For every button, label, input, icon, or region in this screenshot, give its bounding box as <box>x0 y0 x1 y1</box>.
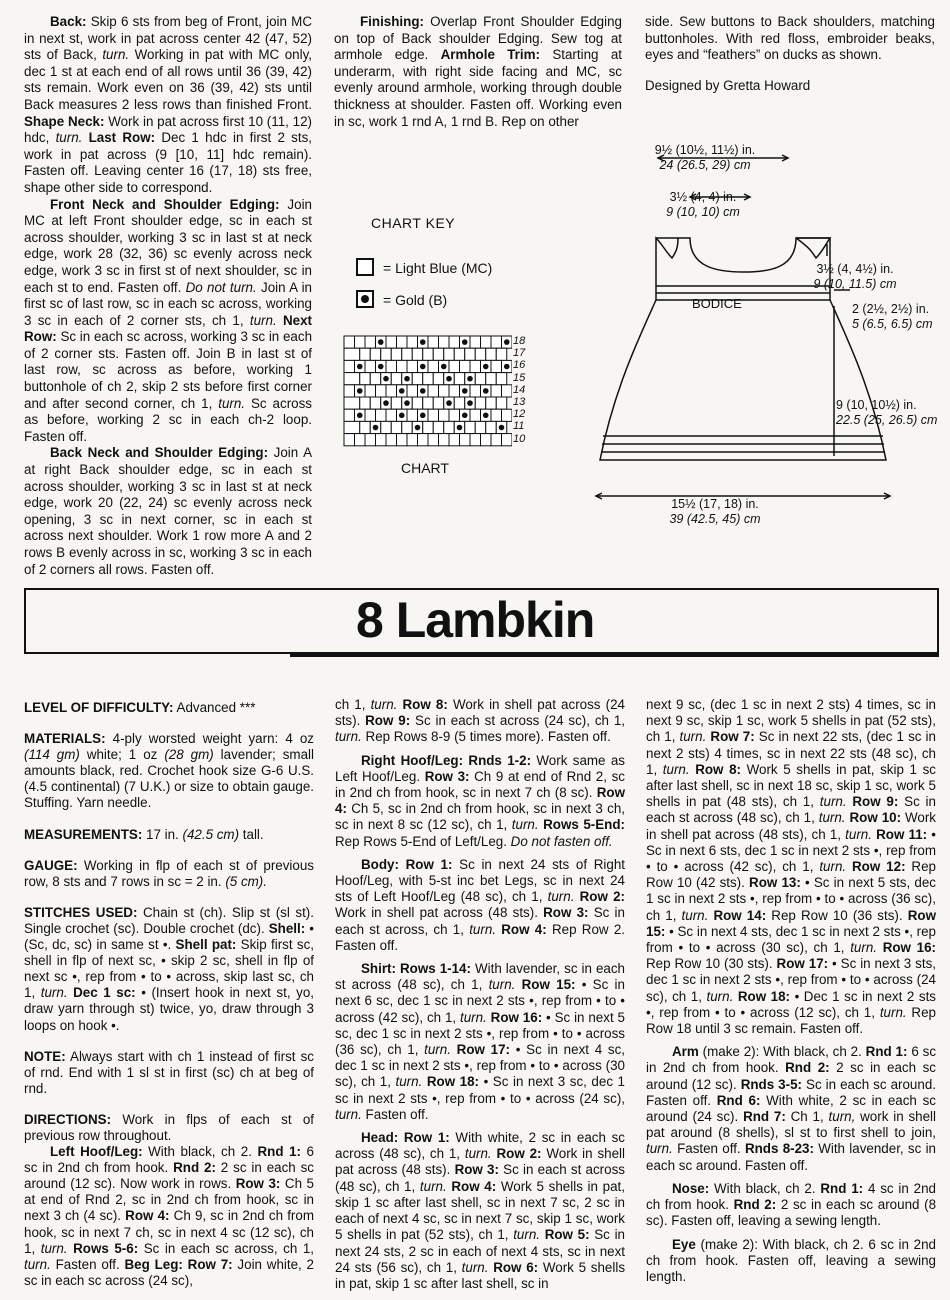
chart-gold-stitch <box>483 364 489 370</box>
back-neck-paragraph: Back Neck and Shoulder Edging: Join A at right Back shoulder edge, sc in each st across shoulder, working 3 sc in last st at neck edge, work 20 (22, 24) sc evenly across neck opening, 3 sc in next corner, sc in each st across next shoulder. Work 1 row more A and 2 rows B evenly across in sc, working 3 sc in each of 2 corners all rows. Fasten off. <box>24 445 312 577</box>
chart-cell <box>486 373 497 385</box>
chart-cell <box>502 385 513 397</box>
chart-cell <box>391 373 402 385</box>
chart-cell <box>370 348 381 360</box>
hem-width-label: 15½ (17, 18) in. 39 (42.5, 45) cm <box>669 497 761 526</box>
chart-cell <box>449 385 460 397</box>
top-middle-column <box>334 14 622 130</box>
chart-cell <box>386 360 397 372</box>
lambkin-column-2 <box>335 697 625 1292</box>
chart-cell <box>412 373 423 385</box>
chart-cell <box>428 360 439 372</box>
chart-cell <box>475 421 486 433</box>
chart-cell <box>370 373 381 385</box>
chart-cell <box>433 421 444 433</box>
chart-cell <box>428 385 439 397</box>
duck-chart-grid <box>342 334 512 454</box>
finishing-continued: side. Sew buttons to Back shoulders, matching buttonholes. With red floss, embroider beaks, eyes and “feathers” on ducks as shown. <box>645 14 935 63</box>
chart-cell <box>344 434 355 446</box>
chart-cell <box>381 348 392 360</box>
eye-paragraph: Eye (make 2): With black, ch 2. 6 sc in 2nd ch from hook. Fasten off, leaving a sewing length. <box>646 1236 936 1284</box>
chart-cell <box>439 434 450 446</box>
top-left-column <box>24 14 312 578</box>
chart-gold-stitch <box>357 364 363 370</box>
chart-gold-stitch <box>467 400 473 406</box>
chart-cell <box>449 336 460 348</box>
chart-gold-stitch <box>404 376 410 382</box>
arm-paragraph: Arm (make 2): With black, ch 2. Rnd 1: 6 sc in 2nd ch from hook. Rnd 2: 2 sc in each sc around (12 sc). Rnds 3-5: Sc in each sc around. Fasten off. Rnd 6: With white, 2 sc in each sc around (24 sc). Rnd 7: Ch 1, turn, work in shell pat around (8 shells), sl st to first shell to join, turn. Fasten off. Rnds 8-23: With lavender, sc in each sc around. Fasten off. <box>646 1044 937 1173</box>
chart-cell <box>386 409 397 421</box>
chart-gold-stitch <box>457 425 463 431</box>
chart-row-number: 14 <box>513 383 526 396</box>
chart-gold-stitch <box>378 339 384 345</box>
chart-row-number: 15 <box>513 371 526 384</box>
chart-gold-stitch <box>404 400 410 406</box>
chart-cell <box>344 385 355 397</box>
chart-cell <box>391 421 402 433</box>
left-leg-continued: ch 1, turn. Row 8: Work in shell pat across (24 sts). Row 9: Sc in each st across (24 sc), ch 1, turn. Rep Rows 8-9 (5 times more). Fasten off. <box>335 697 625 745</box>
chart-cell <box>391 397 402 409</box>
chart-cell <box>470 360 481 372</box>
chart-cell <box>360 397 371 409</box>
armhole-label: 3½ (4, 4½) in. 9 (10, 11.5) cm <box>813 262 897 291</box>
chart-gold-stitch <box>357 388 363 394</box>
chart-gold-stitch <box>383 400 389 406</box>
body-paragraph: Body: Row 1: Sc in next 24 sts of Right Hoof/Leg, with 5-st inc bet Legs, sc in next 24 sts of Left Hoof/Leg (48 sc), ch 1, turn. Row 2: Work in shell pat across (48 sts). Row 3: Sc in each st across, ch 1, turn. Row 4: Rep Row 2. Fasten off. <box>335 856 625 953</box>
chart-cell <box>439 385 450 397</box>
chart-gold-stitch <box>420 339 426 345</box>
measurements: MEASUREMENTS: 17 in. (42.5 cm) tall. <box>24 826 264 842</box>
section-title: 8 Lambkin <box>350 590 600 650</box>
chart-cell <box>365 434 376 446</box>
chart-gold-stitch <box>399 388 405 394</box>
chart-cell <box>407 336 418 348</box>
chart-cell <box>423 348 434 360</box>
chart-cell <box>407 360 418 372</box>
chart-gold-stitch <box>378 364 384 370</box>
chart-cell <box>444 348 455 360</box>
chart-cell <box>391 348 402 360</box>
chart-cell <box>360 348 371 360</box>
chart-gold-stitch <box>357 413 363 419</box>
right-hoof-paragraph: Right Hoof/Leg: Rnds 1-2: Work same as Left Hoof/Leg. Row 3: Ch 9 at end of Rnd 2, sc in 2nd ch from hook, sc in next 7 ch (8 sc). Row 4: Ch 5, sc in 2nd ch from hook, sc in next 3 ch, sc in next 8 sc (12 sc), ch 1, turn. Rows 5-End: Rep Rows 5-End of Left/Leg. Do not fasten off. <box>335 752 625 849</box>
chart-gold-stitch <box>462 413 468 419</box>
chart-cell <box>412 348 423 360</box>
chart-gold-stitch <box>373 425 379 431</box>
chart-cell <box>454 373 465 385</box>
shirt-paragraph: Shirt: Rows 1-14: With lavender, sc in each st across (48 sc), ch 1, turn. Row 15: • Sc in next 6 sc, dec 1 sc in next 2 sts •, rep from • to • across (42 sc), ch 1, turn. Row 16: • Sc in next 5 sc, dec 1 sc in next 2 sts •, rep from • to • across (36 sc), ch 1, turn. Row 17: • Sc in next 4 sc, dec 1 sc in next 2 sts •, rep from • to • across (30 sc), ch 1, turn. Row 18: • Sc in next 3 sc, dec 1 sc in next 2 sts •, rep from • to • across (24 sc), turn. Fasten off. <box>335 961 626 1122</box>
chart-cell <box>344 421 360 433</box>
chart-gold-stitch <box>420 364 426 370</box>
chart-gold-stitch <box>462 339 468 345</box>
section-banner-rule <box>290 652 939 657</box>
difficulty: LEVEL OF DIFFICULTY: Advanced *** <box>24 700 256 715</box>
chart-cell <box>365 360 376 372</box>
finishing-heading: Finishing: <box>360 14 424 29</box>
chart-cell <box>491 336 502 348</box>
front-neck-heading: Front Neck and Shoulder Edging: <box>50 196 280 212</box>
chart-cell <box>491 434 502 446</box>
chart-label: CHART <box>401 460 449 476</box>
chart-row-number: 13 <box>513 396 526 408</box>
finishing-paragraph: Finishing: Overlap Front Shoulder Edging on top of Back shoulder Edging. Sew tog at armhole edge. Armhole Trim: Starting at underarm, with right side facing and MC, sc evenly around armhole, working through double thickness at shoulder. Fasten off. Working even in sc, work 1 rnd A, 1 rnd B. Rep on other <box>334 14 622 129</box>
chart-gold-stitch <box>446 376 452 382</box>
chart-cell <box>360 373 371 385</box>
chart-gold-stitch <box>467 376 473 382</box>
chart-row-number: 12 <box>513 408 526 421</box>
chart-cell <box>402 348 413 360</box>
chart-cell <box>454 348 465 360</box>
chart-cell <box>449 360 460 372</box>
back-paragraph: Back: Skip 6 sts from beg of Front, join MC in next st, work in pat across center 42 (47, 52) sts of Back, turn. Working in pat with MC only, dec 1 st at each end of all rows until 36 (39, 42) sts remain. Work even on 36 (39, 42) sts until Back measures 2 less rows than finished Front. Shape Neck: Work in pat across first 10 (11, 12) hdc, turn. Last Row: Dec 1 hdc in first 2 sts, work in pat across (9 [10, 11] hdc remain). Fasten off. Leaving center 16 (17, 18) sts free, shape other side to correspond. <box>24 14 313 195</box>
chart-cell <box>439 336 450 348</box>
chart-cell <box>475 348 486 360</box>
chart-cell <box>481 336 492 348</box>
chart-cell <box>386 336 397 348</box>
chart-cell <box>491 360 502 372</box>
chart-cell <box>365 409 376 421</box>
chart-cell <box>360 421 371 433</box>
chart-cell <box>433 397 444 409</box>
chart-gold-stitch <box>415 425 421 431</box>
chart-gold-stitch <box>483 388 489 394</box>
chart-cell <box>460 434 471 446</box>
chart-cell <box>355 336 366 348</box>
front-neck-paragraph: Front Neck and Shoulder Edging: Join MC at left Front shoulder edge, sc in each st across shoulder, working 3 sc in last st at neck edge, work 28 (32, 36) sc evenly across neck edge, work 3 sc in first st of next shoulder, sc in each st to end. Fasten off. Do not turn. Join A in first sc of last row, sc in each sc across, working 3 sc in each of 2 corner sts, ch 1, turn. Next Row: Sc in each sc across, working 3 sc in each of 2 corner sts. Fasten off. Join B in last st of last row, sc across as before, working 1 buttonhole of ch 2, skip 2 sts before first corner and after second corner, ch 1, turn. Sc across as before, working 2 sc in each ch-2 loop. Fasten off. <box>24 196 313 444</box>
chart-cell <box>344 373 360 385</box>
chart-cell <box>502 434 513 446</box>
light-blue-key-label: = Light Blue (MC) <box>383 260 493 276</box>
chart-cell <box>470 409 481 421</box>
chart-gold-stitch <box>483 413 489 419</box>
chart-cell <box>475 373 486 385</box>
chart-cell <box>470 336 481 348</box>
materials: MATERIALS: 4-ply worsted weight yarn: 4 oz (114 gm) white; 1 oz (28 gm) lavender; small amounts black, red. Crochet hook size G-6 U.S. (4.5 continental) (7 U.K.) or size to obtain gauge. Stuffing. Yarn needle. <box>24 731 314 811</box>
chart-cell <box>465 421 476 433</box>
chart-cell <box>475 397 486 409</box>
chart-cell <box>386 385 397 397</box>
chart-cell <box>470 385 481 397</box>
chart-cell <box>502 409 513 421</box>
chart-cell <box>381 421 392 433</box>
chart-cell <box>444 421 455 433</box>
nose-paragraph: Nose: With black, ch 2. Rnd 1: 4 sc in 2nd ch from hook. Rnd 2: 2 sc in each sc around (8 sc). Fasten off, leaving a sewing length. <box>646 1180 937 1229</box>
chart-cell <box>407 385 418 397</box>
chart-gold-stitch <box>420 388 426 394</box>
designer-credit: Designed by Gretta Howard <box>645 77 811 93</box>
chart-cell <box>454 397 465 409</box>
note: NOTE: Always start with ch 1 instead of first sc of rnd. End with 1 sl st in first (sc) ch at beg of rnd. <box>24 1048 314 1096</box>
head-paragraph: Head: Row 1: With white, 2 sc in each sc across (48 sc), ch 1, turn. Row 2: Work in shell pat across (48 sts). Row 3: Sc in each st across (48 sc), ch 1, turn. Row 4: Work 5 shells in pat, skip 1 sc after last shell, sc in next 7 sc, 2 sc in each of next 4 sc, sc in next 7 sc, skip 1 sc, work 5 shells in pat (52 sts), ch 1, turn. Row 5: Sc in next 24 sts, 2 sc in each of next 4 sts, sc in next 24 sts (56 sc), ch 1, turn. Row 6: Work 5 shells in pat, skip 1 sc after last shell, sc in <box>335 1130 626 1291</box>
chart-cell <box>423 373 434 385</box>
chart-gold-stitch <box>504 364 510 370</box>
chart-cell <box>344 348 360 360</box>
top-width-label: 9½ (10½, 11½) in. 24 (26.5, 29) cm <box>654 143 756 172</box>
chart-cell <box>344 360 355 372</box>
bodice-label: BODICE <box>692 296 742 311</box>
chart-row-number: 10 <box>513 432 526 445</box>
chart-cell <box>386 434 397 446</box>
chart-cell <box>423 421 434 433</box>
chart-cell <box>486 348 497 360</box>
chart-row-number: 11 <box>513 420 525 433</box>
chart-gold-stitch <box>399 413 405 419</box>
chart-gold-stitch <box>499 425 505 431</box>
neck-width-label: 3½ (4, 4) in. 9 (10, 10) cm <box>666 190 740 219</box>
back-heading: Back: <box>50 14 87 29</box>
chart-gold-stitch <box>420 413 426 419</box>
lambkin-column-3 <box>646 697 936 1285</box>
chart-row-number: 16 <box>513 359 526 372</box>
chart-gold-stitch <box>383 376 389 382</box>
chart-cell <box>423 397 434 409</box>
lambkin-column-1 <box>24 700 314 1289</box>
chart-cell <box>344 409 355 421</box>
chart-cell <box>397 434 408 446</box>
chart-cell <box>496 397 507 409</box>
chart-cell <box>491 385 502 397</box>
chart-cell <box>402 421 413 433</box>
chart-row-number: 18 <box>513 335 526 347</box>
chart-cell <box>486 421 497 433</box>
chart-cell <box>407 409 418 421</box>
chart-cell <box>486 397 497 409</box>
chart-gold-stitch <box>462 388 468 394</box>
chart-cell <box>433 348 444 360</box>
chart-cell <box>491 409 502 421</box>
chart-gold-stitch <box>446 400 452 406</box>
chart-cell <box>449 434 460 446</box>
chart-cell <box>428 434 439 446</box>
chart-row-number: 17 <box>513 347 526 360</box>
chart-key-title: CHART KEY <box>371 215 456 231</box>
chart-cell <box>397 336 408 348</box>
chart-cell <box>428 336 439 348</box>
back-neck-heading: Back Neck and Shoulder Edging: <box>50 445 269 461</box>
chart-cell <box>412 397 423 409</box>
gauge: GAUGE: Working in flp of each st of previous row, 8 sts and 7 rows in sc = 2 in. (5 cm). <box>24 857 314 889</box>
chart-cell <box>365 336 376 348</box>
left-hoof-paragraph: Left Hoof/Leg: With black, ch 2. Rnd 1: 6 sc in 2nd ch from hook. Rnd 2: 2 sc in each sc around (12 sc). Now work in rows. Row 3: Ch 5 at end of Rnd 2, sc in 2nd ch from hook, sc in next 3 ch (4 sc). Row 4: Ch 9, sc in 2nd ch from hook, sc in next 7 ch, sc in next 4 sc (12 sc), ch 1, turn. Rows 5-6: Sc in each sc across, ch 1, turn. Fasten off. Beg Leg: Row 7: Join white, 2 sc in each sc across (24 sc), <box>24 1144 315 1288</box>
chart-cell <box>465 348 476 360</box>
chart-cell <box>397 360 408 372</box>
top-right-column <box>645 14 935 94</box>
gold-key-label: = Gold (B) <box>383 292 448 308</box>
chart-cell <box>481 434 492 446</box>
chart-cell <box>376 409 387 421</box>
chart-cell <box>428 409 439 421</box>
chart-cell <box>370 397 381 409</box>
chart-gold-stitch <box>504 339 510 345</box>
directions: DIRECTIONS: Work in flps of each st of previous row throughout. <box>24 1111 314 1143</box>
chart-cell <box>344 397 360 409</box>
chart-gold-stitch <box>441 364 447 370</box>
chart-cell <box>344 336 355 348</box>
chart-cell <box>470 434 481 446</box>
band-label: 2 (2½, 2½) in. 5 (6.5, 6.5) cm <box>852 302 933 331</box>
chart-cell <box>376 385 387 397</box>
chart-cell <box>376 434 387 446</box>
chart-cell <box>496 348 507 360</box>
skirt-length-label: 9 (10, 10½) in. 22.5 (25, 26.5) cm <box>836 398 938 427</box>
chart-cell <box>460 360 471 372</box>
chart-cell <box>418 434 429 446</box>
chart-cell <box>439 409 450 421</box>
chart-cell <box>433 373 444 385</box>
chart-cell <box>449 409 460 421</box>
head-continued: next 9 sc, (dec 1 sc in next 2 sts) 4 times, sc in next 9 sc, skip 1 sc, work 5 shells in pat (52 sts), ch 1, turn. Row 7: Sc in next 22 sts, (dec 1 sc in next 2 sts) 4 times, sc in next 22 sts (48 sc), ch 1, turn. Row 8: Work 5 shells in pat, skip 1 sc after last shell, sc in next 18 sc, skip 1 sc, work 5 shells in pat (48 sts), ch 1, turn. Row 9: Sc in each st across (48 sc), ch 1, turn. Row 10: Work in shell pat across (48 sts), ch 1, turn. Row 11: • Sc in next 6 sts, dec 1 sc in next 2 sts •, rep from • to • across (42 sc), ch 1, turn. Row 12: Rep Row 10 (42 sts). Row 13: • Sc in next 5 sts, dec 1 sc in next 2 sts •, rep from • to • across (36 sc), ch 1, turn. Row 14: Rep Row 10 (36 sts). Row 15: • Sc in next 4 sts, dec 1 sc in next 2 sts •, rep from • to • across (30 sc), ch 1, turn. Row 16: Rep Row 10 (30 sts). Row 17: • Sc in next 3 sts, dec 1 sc in next 2 sts •, rep from • to • across (24 sc), ch 1, turn. Row 18: • Dec 1 sc in next 2 sts •, rep from • to • across (12 sc), ch 1, turn. Rep Row 18 until 3 sc remain. Fasten off. <box>646 697 937 1037</box>
chart-cell <box>496 373 507 385</box>
chart-cell <box>355 434 366 446</box>
stitches-used: STITCHES USED: Chain st (ch). Slip st (sl st). Single crochet (sc). Double crochet (dc). Shell: • (Sc, dc, sc) in same st •. Shell pat: Skip first sc, shell in flp of next sc, • skip 2 sc, shell in flp of next sc •, rep from • to • across, skip last sc, ch 1, turn. Dec 1 sc: • (Insert hook in next st, yo, draw yarn through st) twice, yo, draw through 3 loops on hook •. <box>24 904 314 1033</box>
chart-cell <box>365 385 376 397</box>
gold-swatch-icon <box>356 290 374 308</box>
light-blue-swatch-icon <box>356 258 374 276</box>
chart-cell <box>407 434 418 446</box>
